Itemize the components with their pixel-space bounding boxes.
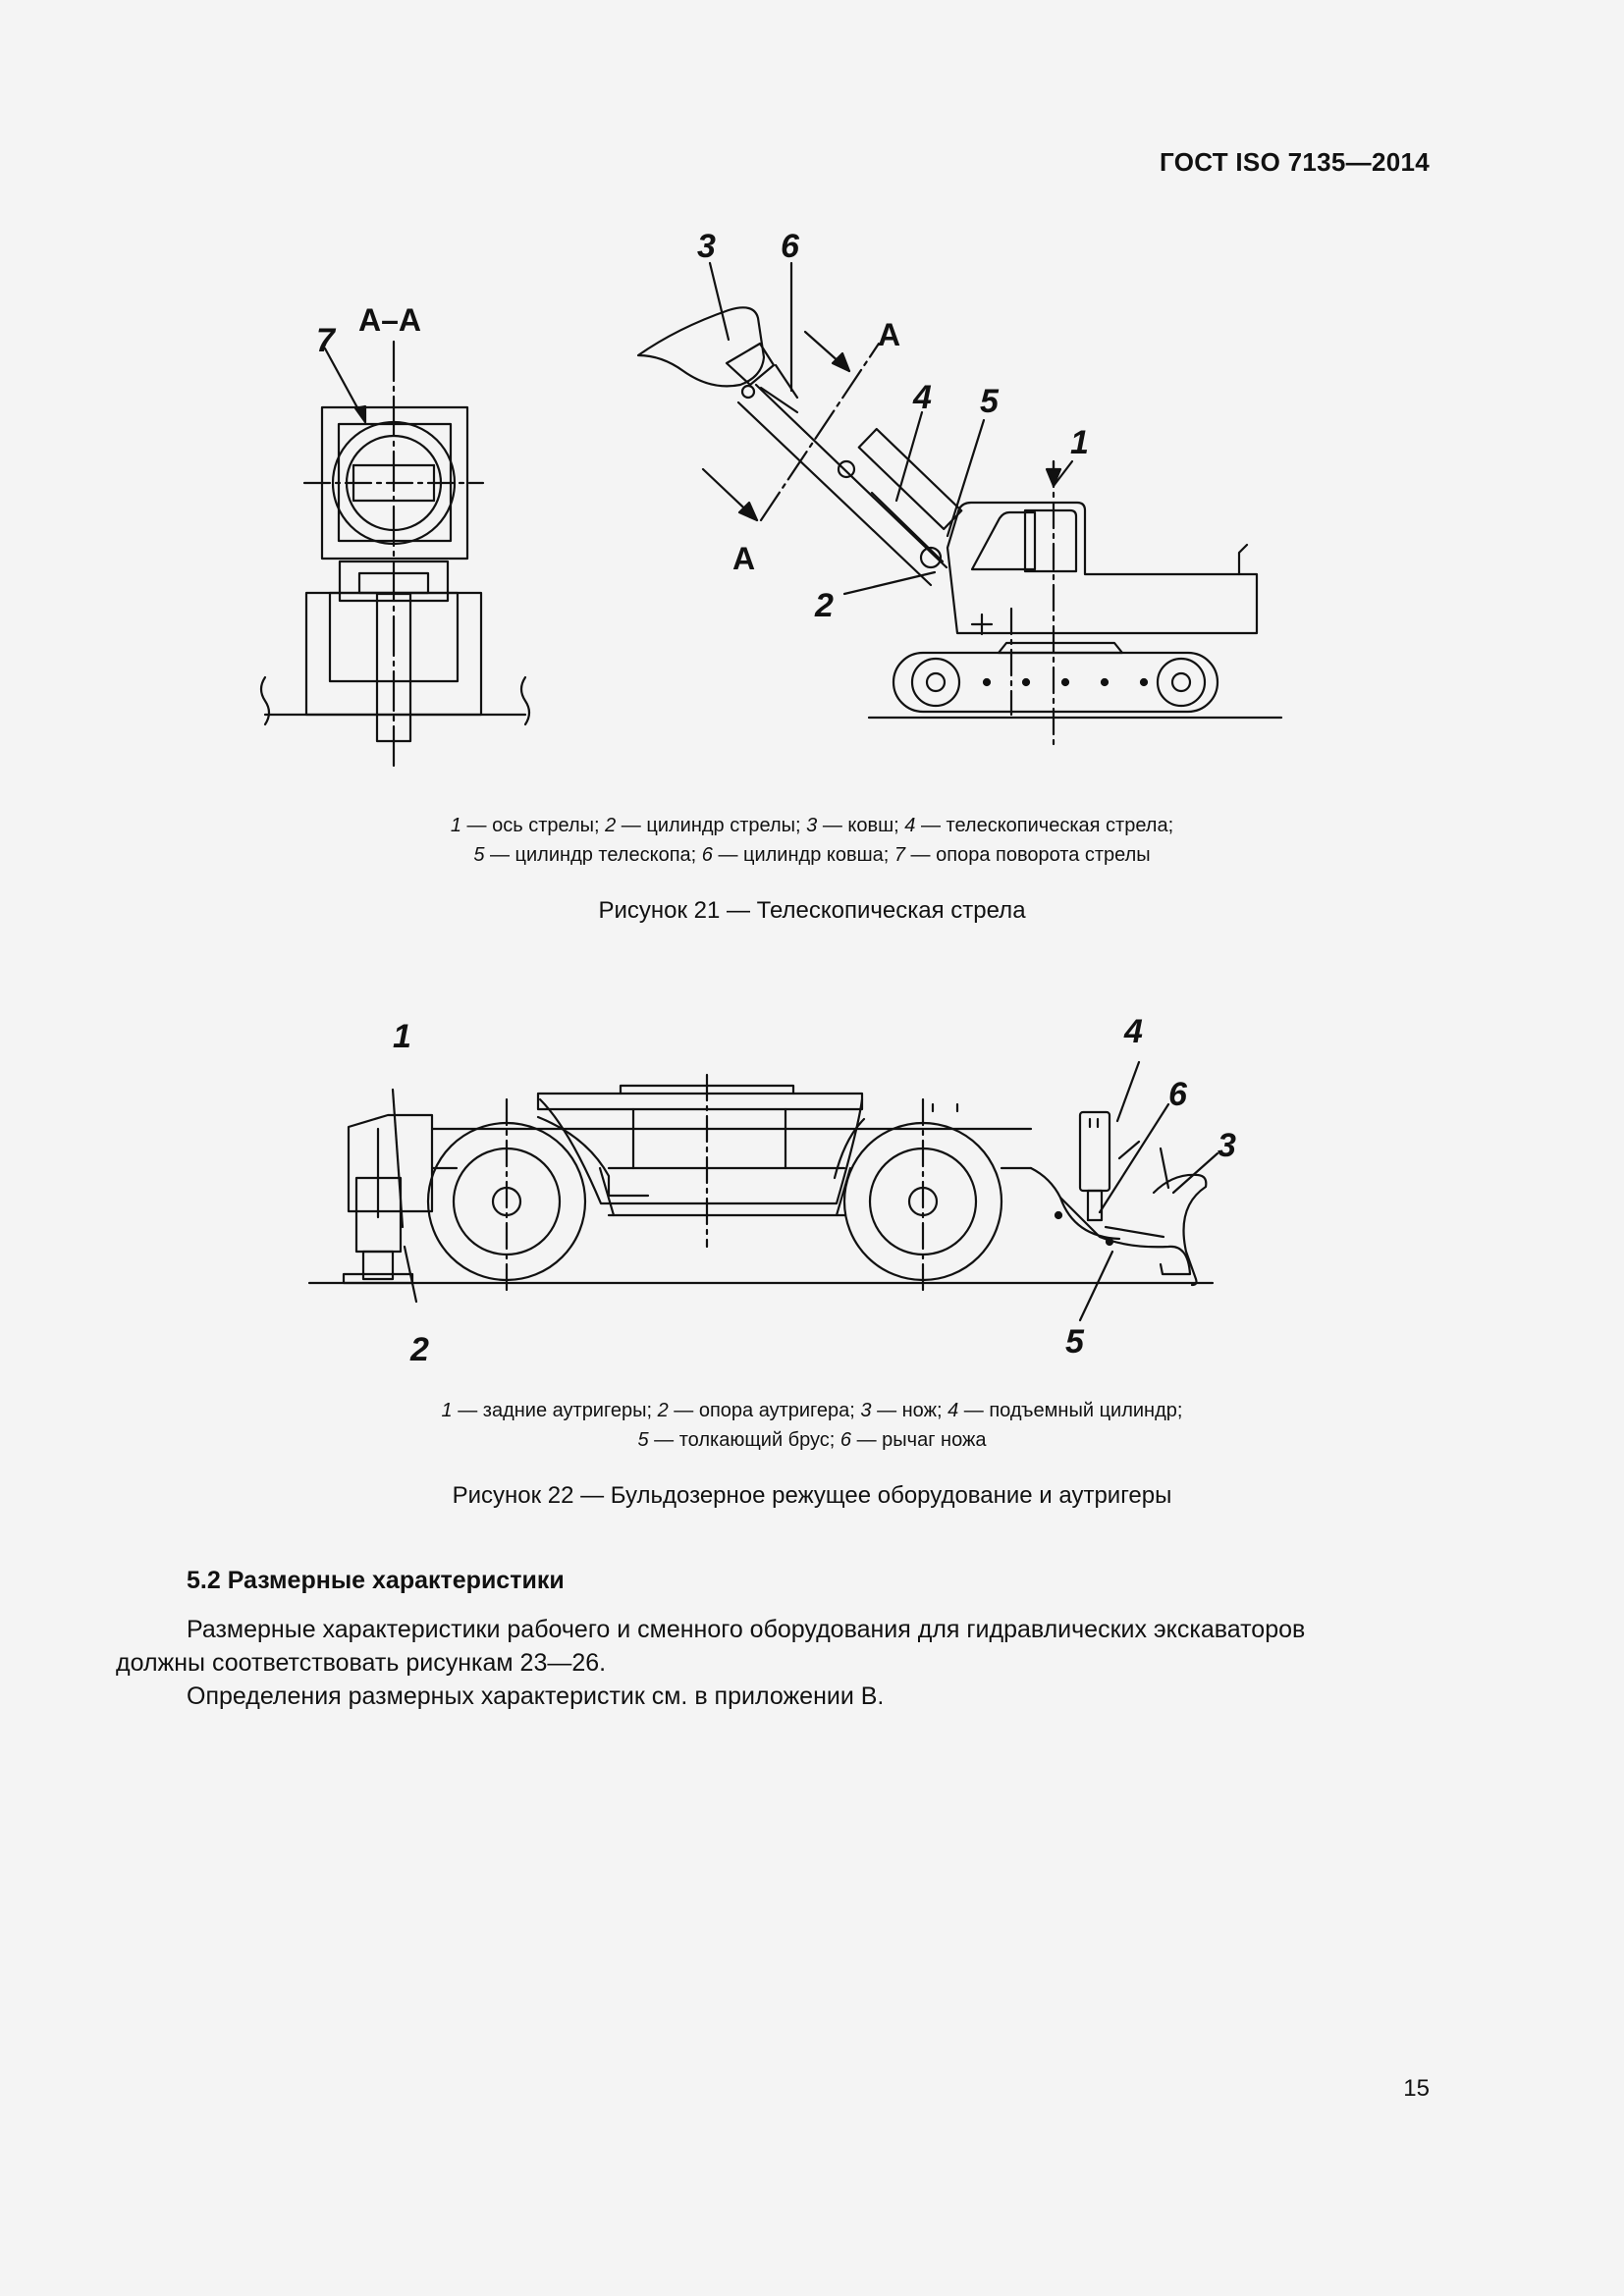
paragraph-line: Размерные характеристики рабочего и сменного оборудования для гидравлических экскаваторов (187, 1616, 1306, 1643)
legend-item-text: — цилиндр ковша; (712, 844, 894, 866)
figure-22-drawing (0, 982, 1624, 1384)
section-a-a-label: А–А (358, 302, 422, 338)
truck-chassis-view (309, 1062, 1218, 1320)
legend-item-number: 3 (806, 815, 818, 836)
legend-item-text: — опора аутригера; (668, 1400, 861, 1421)
callout-3: 3 (697, 228, 716, 265)
callout-2: 2 (410, 1331, 429, 1368)
legend-item-number: 3 (860, 1400, 872, 1421)
callout-4: 4 (1124, 1013, 1143, 1050)
legend-item-number: 1 (450, 815, 461, 836)
figure-22-caption: Рисунок 22 — Бульдозерное режущее оборудование и аутригеры (452, 1482, 1172, 1509)
callout-5: 5 (1065, 1323, 1084, 1361)
legend-item-text: — рычаг ножа (851, 1429, 987, 1451)
legend-item-number: 2 (657, 1400, 669, 1421)
callout-5: 5 (980, 383, 999, 420)
legend-item-text: — цилиндр телескопа; (484, 844, 702, 866)
legend-item-text: — цилиндр стрелы; (616, 815, 807, 836)
paragraph-line: должны соответствовать рисункам 23—26. (116, 1649, 607, 1677)
legend-item-number: 4 (904, 815, 916, 836)
legend-item-number: 1 (441, 1400, 453, 1421)
legend-item-number: 6 (839, 1429, 852, 1451)
callout-7: 7 (316, 322, 335, 359)
legend-item-text: — задние аутригеры; (452, 1400, 658, 1421)
figure-21-drawing (0, 0, 1624, 785)
legend-line (0, 840, 1624, 870)
callout-1: 1 (1070, 424, 1089, 461)
cut-label-bottom: А (732, 541, 756, 576)
callout-4: 4 (913, 379, 932, 416)
legend-item-number: 5 (473, 844, 485, 866)
legend-item-number: 7 (893, 844, 905, 866)
legend-item-text: — телескопическая стрела; (915, 815, 1174, 836)
figure-21-caption: Рисунок 21 — Телескопическая стрела (598, 897, 1026, 924)
legend-item-text: — опора поворота стрелы (905, 844, 1151, 866)
callout-3: 3 (1218, 1127, 1236, 1164)
legend-line (0, 1396, 1624, 1425)
legend-item-number: 4 (947, 1400, 959, 1421)
cut-label-top: А (878, 317, 901, 352)
legend-line (0, 811, 1624, 840)
callout-1: 1 (393, 1018, 411, 1055)
section-heading: 5.2 Размерные характеристики (187, 1567, 565, 1594)
callout-2: 2 (815, 587, 834, 624)
page-number: 15 (1403, 2075, 1430, 2102)
callout-6: 6 (781, 228, 799, 265)
legend-line (0, 1425, 1624, 1455)
figure-21-legend (0, 811, 1624, 870)
legend-item-text: — нож; (871, 1400, 948, 1421)
legend-item-number: 5 (637, 1429, 649, 1451)
legend-item-text: — ковш; (817, 815, 905, 836)
paragraph-line: Определения размерных характеристик см. в приложении В. (187, 1682, 885, 1710)
legend-item-text: — подъемный цилиндр; (958, 1400, 1183, 1421)
section-view-a-a (261, 342, 529, 771)
document-code: ГОСТ ISO 7135—2014 (1160, 147, 1430, 177)
excavator-side-view (638, 263, 1281, 746)
legend-item-text: — толкающий брус; (648, 1429, 840, 1451)
callout-6: 6 (1168, 1076, 1187, 1113)
legend-item-number: 6 (701, 844, 713, 866)
legend-item-text: — ось стрелы; (461, 815, 606, 836)
figure-22-legend (0, 1396, 1624, 1455)
legend-item-number: 2 (605, 815, 617, 836)
